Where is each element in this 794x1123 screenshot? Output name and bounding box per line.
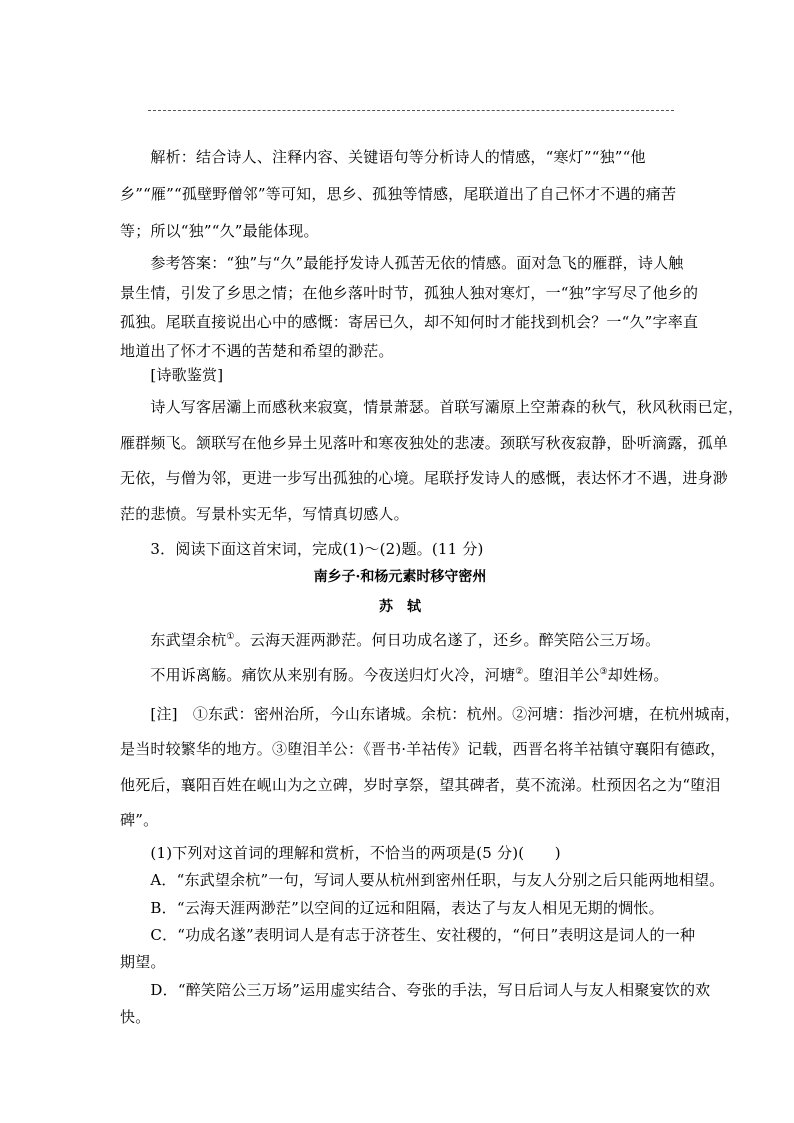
- footnote-marker-2: ②: [515, 667, 524, 677]
- option-b: B．“云海天涯两渺茫”以空间的辽远和阻隔，表达了与友人相见无期的惆怅。: [120, 899, 664, 917]
- poem-line-2: [120, 664, 680, 685]
- appreciation-line-1: 诗人写客居灞上而感秋来寂寞，情景萧瑟。首联写灞原上空萧森的秋气，秋风秋雨已定，: [120, 398, 744, 416]
- question-3-intro: 3．阅读下面这首宋词，完成(1)～(2)题。(11 分): [120, 540, 484, 558]
- appreciation-line-3: 无依，与僧为邻，更进一步写出孤独的心境。尾联抒发诗人的感慨，表达怀才不遇，进身渺: [120, 469, 729, 487]
- poem-line-1: [120, 629, 680, 650]
- poem-line-2-part-a: 不用诉离觞。痛饮从来别有肠。今夜送归灯火冷，河塘: [120, 666, 516, 684]
- note-line-4: 碑”。: [120, 811, 159, 829]
- reference-answer-line-2: 景生情，引发了乡思之情；在他乡落叶时节，孤独人独对寒灯，一“独”字写尽了他乡的: [120, 284, 699, 302]
- option-c-line-2: 期望。: [120, 953, 166, 971]
- poem-line-2-part-b: 。堕泪羊公: [523, 666, 600, 684]
- header-divider: [148, 110, 674, 111]
- analysis-line-1: 解析：结合诗人、注释内容、关键语句等分析诗人的情感，“寒灯”“独”“他: [120, 148, 646, 166]
- analysis-line-2: 乡”“雁”“孤壁野僧邻”等可知，思乡、孤独等情感，尾联道出了自己怀才不遇的痛苦: [120, 185, 677, 203]
- appreciation-heading: [诗歌鉴赏]: [120, 366, 224, 384]
- poem-line-1-part-a: 东武望余杭: [120, 631, 227, 649]
- poem-author: 苏 轼: [379, 599, 421, 615]
- option-c-line-1: C．“功成名遂”表明词人是有志于济苍生、安社稷的，“何日”表明这是词人的一种: [120, 926, 696, 944]
- appreciation-line-2: 雁群频飞。颔联写在他乡异土见落叶和寒夜独处的悲凄。颈联写秋夜寂静，卧听滴露，孤单: [120, 434, 729, 452]
- poem-line-2-part-c: 却姓杨。: [607, 666, 669, 684]
- note-line-1: [注] ①东武：密州治所，今山东诸城。余杭：杭州。②河塘：指沙河塘，在杭州城南，: [120, 705, 741, 723]
- note-line-2: 是当时较繁华的地方。③堕泪羊公：《晋书·羊祜传》记载，西晋名将羊祜镇守襄阳有德政，: [120, 740, 726, 758]
- appreciation-line-4: 茫的悲愤。写景朴实无华，写情真切感人。: [120, 505, 409, 523]
- poem-title: 南乡子·和杨元素时移守密州: [313, 569, 487, 585]
- poem-line-1-part-b: 。云海天涯两渺茫。何日功成名遂了，还乡。醉笑陪公三万场。: [234, 631, 661, 649]
- option-d-line-1: D．“醉笑陪公三万场”运用虚实结合、夸张的手法，写日后词人与友人相聚宴饮的欢: [120, 981, 711, 999]
- footnote-marker-1: ①: [226, 632, 235, 642]
- option-a: A．“东武望余杭”一句，写词人要从杭州到密州任职，与友人分别之后只能两地相望。: [120, 871, 725, 889]
- analysis-line-3: 等；所以“独”“久”最能体现。: [120, 222, 319, 240]
- reference-answer-line-4: 地道出了怀才不遇的苦楚和希望的渺茫。: [120, 342, 394, 360]
- reference-answer-line-1: 参考答案：“独”与“久”最能抒发诗人孤苦无依的情感。面对急飞的雁群，诗人触: [120, 254, 684, 272]
- option-d-line-2: 快。: [120, 1008, 151, 1026]
- sub-question-1-prompt: (1)下列对这首词的理解和赏析，不恰当的两项是(5 分)( ): [120, 844, 561, 862]
- note-line-3: 他死后，襄阳百姓在岘山为之立碑，岁时享祭，望其碑者，莫不流涕。杜预因名之为“堕泪: [120, 776, 721, 794]
- reference-answer-line-3: 孤独。尾联直接说出心中的感慨：寄居已久，却不知何时才能找到机会？一“久”字率直: [120, 313, 699, 331]
- footnote-marker-3: ③: [599, 667, 608, 677]
